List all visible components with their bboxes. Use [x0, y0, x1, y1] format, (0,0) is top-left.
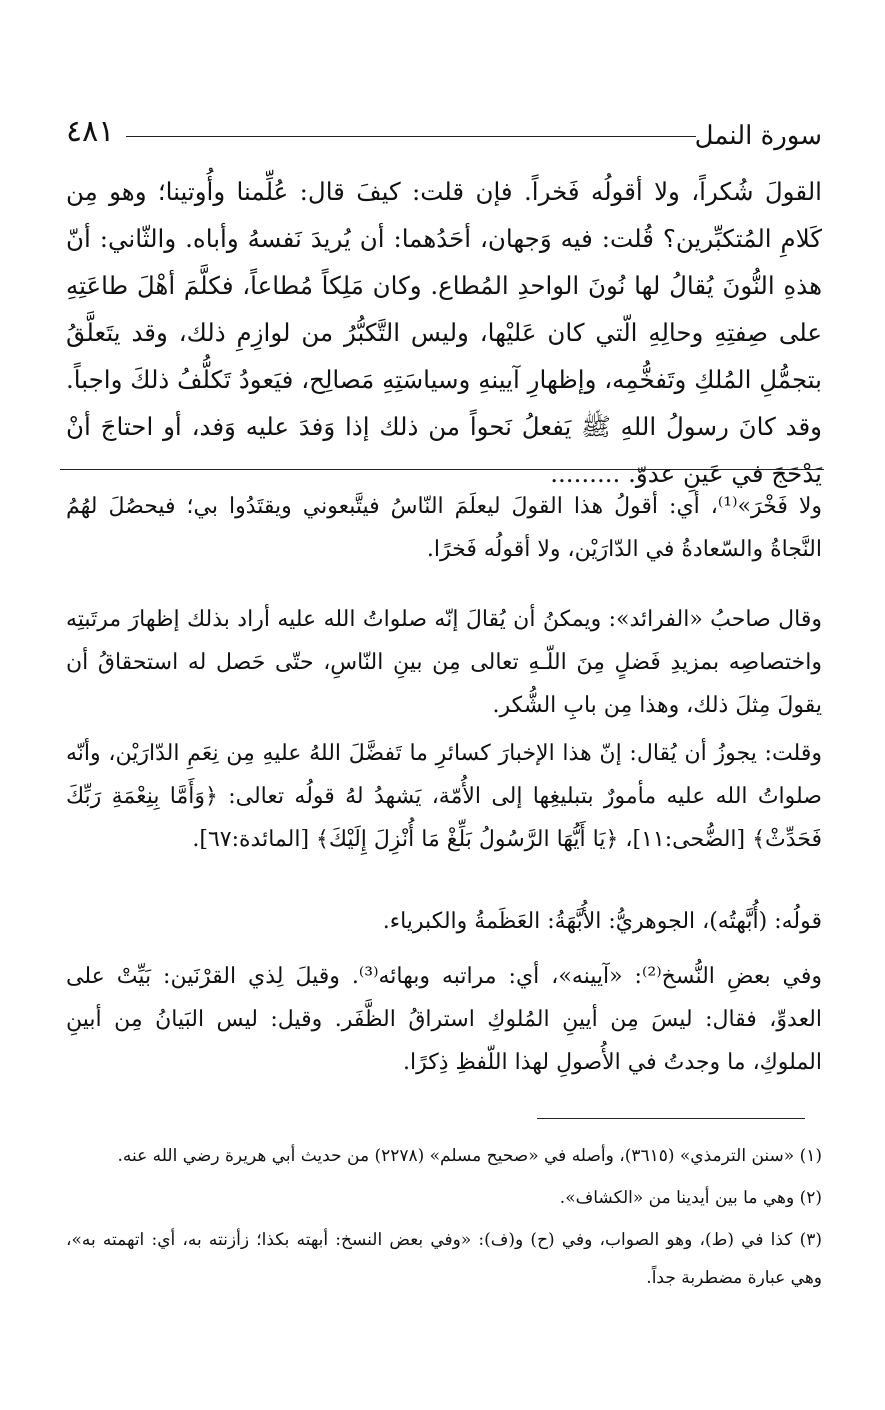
footnotes [66, 1137, 822, 1297]
footnote-item: (٢) وهي ما بين أيدينا من «الكشاف». [559, 1188, 822, 1208]
surah-title: سورة النمل [694, 121, 822, 151]
footnote-item: (٣) كذا في (ط)، وهو الصواب، وفي (ح) و(ف): «وفي بعض النسخ: أبهته بكذا؛ زأزنته به، أي: اتهمته به»، وهي عبارة مضطربة جداً. [66, 1230, 822, 1288]
commentary-paragraph: ولا فَخْرَ»⁽¹⁾، أي: أقولُ هذا القولَ ليعلَمَ النّاسُ فيتَّبعوني ويقتَدُوا بي؛ فيحصُلَ لهُمُ النَّجاةُ والسّعادةُ في الدّارَيْن، ولا أقولُه فَخرًا. [66, 494, 822, 562]
footnote-divider [537, 1118, 805, 1119]
commentary-paragraph: قولُه: (أُبَّهتُه)، الجوهريُّ: الأُبَّهَةُ: العَظَمةُ والكبرياء. [382, 909, 822, 934]
footnote-item: (١) «سنن الترمذي» (٣٦١٥)، وأصله في «صحيح مسلم» (٢٢٧٨) من حديث أبي هريرة رضي الله عنه. [117, 1146, 822, 1166]
page-header [66, 112, 822, 162]
page-number: ٤٨١ [66, 114, 115, 149]
header-rule [126, 136, 696, 137]
commentary-paragraph: وقلت: يجوزُ أن يُقال: إنّ هذا الإخبارَ كسائرِ ما تَفضَّلَ اللهُ عليهِ مِن نِعَمِ الدّارَيْن، وأنّه صلواتُ الله عليه مأمورٌ بتبليغِها إلى الأُمّة، يَشهدُ لهُ قولُه تعالى: ﴿وَأَمَّا بِنِعْمَةِ رَبِّكَ فَحَدِّثْ﴾ [الضُّحى:١١]، ﴿يَا أَيُّهَا الرَّسُولُ بَلِّغْ مَا أُنْزِلَ إِلَيْكَ﴾ [المائدة:٦٧]. [66, 741, 822, 852]
commentary-paragraph: وفي بعضِ النُّسخ⁽²⁾: «آيينه»، أي: مراتبه وبهائه⁽³⁾. وقيلَ لِذي القرْنَين: بَيِّتْ على العدوِّ، فقال: ليسَ مِن أيينِ المُلوكِ استراقُ الظَّفَر. وقيل: ليس البَيانُ مِن أبينِ الملوكِ، ما وجدتُ في الأُصولِ لهذا اللّفظِ ذِكرًا. [66, 964, 823, 1075]
main-text: القولَ شُكراً، ولا أقولُه فَخراً. فإن قلت: كيفَ قال: عُلِّمنا وأُوتينا؛ وهو مِن كَلامِ المُتكبِّرين؟ قُلت: فيه وَجهان، أحَدُهما: أن يُريدَ نَفسهُ وأباه. والثّاني: أنّ هذهِ النُّونَ يُقالُ لها نُونَ الواحدِ المُطاع. وكان مَلِكاً مُطاعاً، فكلَّمَ أهْلَ طاعَتِهِ على صِفتِهِ وحالِهِ الّتي كان عَليْها، وليس التَّكبُّرُ من لوازِمِ ذلك، وقد يتَعلَّقُ بتجمُّلِ المُلكِ وتَفخُّمِه، وإظهارِ آيينهِ وسياسَتِهِ مَصالِح، فيَعودُ تَكلُّفُ ذلكَ واجباً. وقد كانَ رسولُ اللهِ ﷺ يَفعلُ نَحواً من ذلك إذا وَفدَ عليه وَفد، أو احتاجَ أنْ يَدْحَجَ في عَينِ عدوّ. ......... [66, 177, 822, 488]
main-text-divider [60, 469, 824, 470]
commentary-paragraph: وقال صاحبُ «الفرائد»: ويمكنُ أن يُقالَ إنّه صلواتُ الله عليه أراد بذلك إظهارَ مرتَبتِه واختصاصِه بمزيدِ فَضلٍ مِنَ اللّـهِ تعالى مِن بينِ النّاسِ، حتّى حَصل له استحقاقُ أن يقولَ مِثلَ ذلك، وهذا مِن بابِ الشُّكر. [66, 607, 822, 718]
